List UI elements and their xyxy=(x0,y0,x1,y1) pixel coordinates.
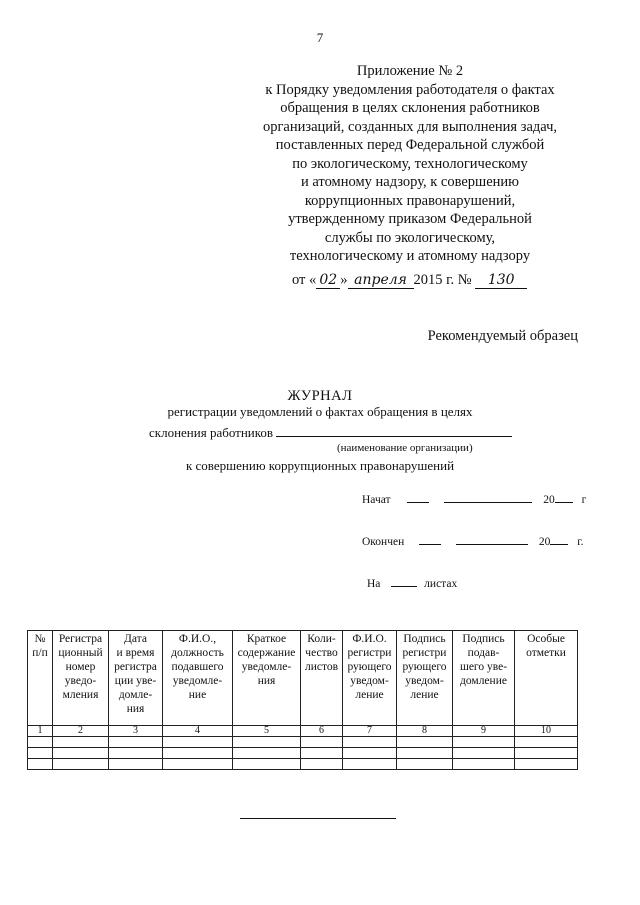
ended-row xyxy=(362,533,584,548)
table-cell xyxy=(53,748,109,759)
appendix-line: поставленных перед Федеральной службой xyxy=(275,137,545,153)
table-cell xyxy=(109,748,163,759)
column-header: № п/п xyxy=(28,631,53,726)
table-cell xyxy=(163,759,233,770)
column-number: 7 xyxy=(343,726,397,737)
column-number-row xyxy=(28,726,578,737)
appendix-line: обращения в целях склонения работников xyxy=(280,100,540,116)
journal-table xyxy=(27,630,578,770)
organization-name-hint: (наименование организации) xyxy=(337,442,473,454)
journal-subtitle-line2 xyxy=(149,424,512,441)
table-row xyxy=(28,748,578,759)
ended-month-line xyxy=(456,533,528,545)
column-number: 4 xyxy=(163,726,233,737)
started-label: Начат xyxy=(362,494,391,506)
date-year: 2015 г. № xyxy=(413,272,472,288)
table-cell xyxy=(109,759,163,770)
column-header: Дата и время регистра ции уве- домле- ния xyxy=(109,631,163,726)
table-cell xyxy=(109,737,163,748)
order-date-line xyxy=(292,272,527,289)
table-row xyxy=(28,737,578,748)
ended-day-line xyxy=(419,533,441,545)
recommended-sample-label: Рекомендуемый образец xyxy=(427,328,578,344)
appendix-header xyxy=(250,62,570,266)
appendix-line: коррупционных правонарушений, xyxy=(304,192,516,209)
ended-year-line xyxy=(550,533,568,545)
column-header: Ф.И.О. регистри рующего уведом- ление xyxy=(343,631,397,726)
sheets-count-line xyxy=(391,575,417,587)
column-header: Коли- чество листов xyxy=(301,631,343,726)
column-number: 5 xyxy=(233,726,301,737)
column-header: Ф.И.О., должность подавшего уведомле- ние xyxy=(163,631,233,726)
appendix-line: и атомному надзору, к совершению xyxy=(300,174,520,190)
table-cell xyxy=(397,748,453,759)
column-number: 6 xyxy=(301,726,343,737)
column-number: 1 xyxy=(28,726,53,737)
table-cell xyxy=(453,737,515,748)
date-day: 02 xyxy=(316,273,340,289)
column-header: Особые отметки xyxy=(515,631,578,726)
table-cell xyxy=(301,759,343,770)
ended-year-prefix: 20 xyxy=(538,536,551,548)
table-header-row xyxy=(28,631,578,726)
column-number: 9 xyxy=(453,726,515,737)
column-header: Подпись подав- шего уве- домление xyxy=(453,631,515,726)
table-cell xyxy=(28,759,53,770)
table-cell xyxy=(233,759,301,770)
date-quote: » xyxy=(340,272,348,288)
journal-subtitle-line3: к совершению коррупционных правонарушений xyxy=(185,458,455,473)
sheets-row xyxy=(367,575,457,590)
footer-line xyxy=(240,818,396,819)
table-cell xyxy=(515,759,578,770)
table-cell xyxy=(163,748,233,759)
appendix-line: к Порядку уведомления работодателя о фактах xyxy=(265,81,555,98)
journal-subtitle-line1: регистрации уведомлений о фактах обращения в целях xyxy=(167,404,473,419)
table-cell xyxy=(515,748,578,759)
started-month-line xyxy=(444,491,532,503)
table-cell xyxy=(343,737,397,748)
column-number: 10 xyxy=(515,726,578,737)
order-number: 130 xyxy=(475,273,527,289)
table-cell xyxy=(28,748,53,759)
started-day-line xyxy=(407,491,429,503)
table-cell xyxy=(453,748,515,759)
column-header: Регистра ционный номер уведо- мления xyxy=(53,631,109,726)
started-year-suffix: г xyxy=(581,494,587,506)
table-cell xyxy=(343,748,397,759)
appendix-line: по экологическому, технологическому xyxy=(292,155,528,172)
appendix-line: технологическому и атомному надзору xyxy=(289,248,531,264)
date-prefix: от « xyxy=(292,272,317,288)
table-cell xyxy=(301,748,343,759)
column-header: Краткое содержание уведомле- ния xyxy=(233,631,301,726)
column-header: Подпись регистри рующего уведом- ление xyxy=(397,631,453,726)
column-number: 8 xyxy=(397,726,453,737)
table-cell xyxy=(301,737,343,748)
appendix-line: Приложение № 2 xyxy=(356,63,464,79)
date-month: апреля xyxy=(348,273,414,289)
started-year-line xyxy=(555,491,573,503)
appendix-line: организаций, созданных для выполнения задач, xyxy=(262,118,558,135)
started-year-prefix: 20 xyxy=(543,494,555,506)
journal-title: ЖУРНАЛ xyxy=(287,388,353,404)
table-cell xyxy=(397,759,453,770)
table-cell xyxy=(397,737,453,748)
column-number: 3 xyxy=(109,726,163,737)
table-row xyxy=(28,759,578,770)
ended-year-suffix: г. xyxy=(577,536,584,548)
table-cell xyxy=(53,737,109,748)
page-number: 7 xyxy=(316,30,324,45)
started-row xyxy=(362,491,586,506)
table-cell xyxy=(233,737,301,748)
journal-line2-text: склонения работников xyxy=(149,425,274,440)
appendix-line: утвержденному приказом Федеральной xyxy=(288,211,532,227)
on-label: На xyxy=(367,578,381,590)
table-cell xyxy=(163,737,233,748)
table-cell xyxy=(233,748,301,759)
appendix-line: службы по экологическому, xyxy=(324,229,496,246)
table-cell xyxy=(453,759,515,770)
organization-name-line xyxy=(276,424,512,437)
sheets-label: листах xyxy=(424,578,458,590)
table-cell xyxy=(28,737,53,748)
table-cell xyxy=(515,737,578,748)
ended-label: Окончен xyxy=(362,536,405,548)
table-cell xyxy=(53,759,109,770)
table-cell xyxy=(343,759,397,770)
column-number: 2 xyxy=(53,726,109,737)
